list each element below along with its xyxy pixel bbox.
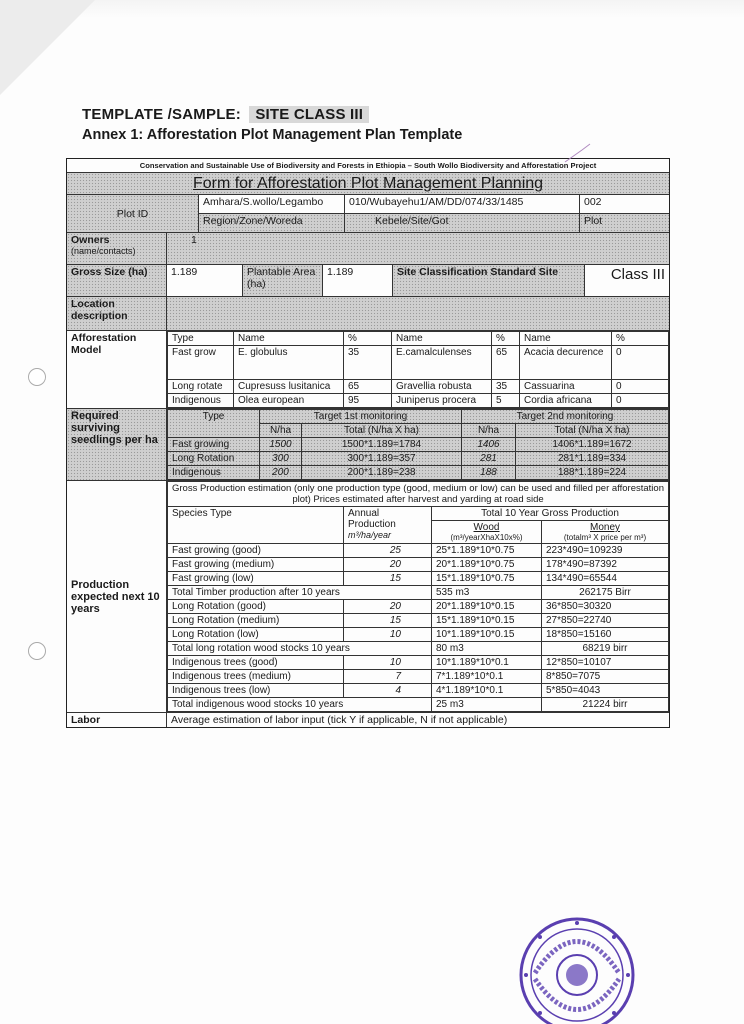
cell-annual[interactable]: 15 bbox=[344, 572, 432, 586]
afforestation-model-table-wrap bbox=[167, 331, 669, 408]
production-data-row bbox=[168, 684, 669, 698]
afforestation-model-label: Afforestation Model bbox=[67, 331, 167, 408]
cell-species: Indigenous trees (low) bbox=[168, 684, 344, 698]
cell-wood[interactable]: 10*1.189*10*0.15 bbox=[432, 628, 542, 642]
site-class-badge: SITE CLASS III bbox=[249, 106, 369, 123]
production-total-row bbox=[168, 642, 669, 656]
cell-nha[interactable]: 281 bbox=[462, 452, 516, 466]
cell-species[interactable]: Gravellia robusta bbox=[392, 380, 492, 394]
afforestation-model-table bbox=[167, 331, 669, 408]
owners-row bbox=[67, 233, 669, 265]
col-total-2: Total (N/ha X ha) bbox=[516, 424, 669, 438]
cell-nha[interactable]: 188 bbox=[462, 466, 516, 480]
location-label: Location description bbox=[67, 297, 167, 330]
production-data-row bbox=[168, 558, 669, 572]
col-annual-unit: m³/ha/year bbox=[348, 530, 392, 540]
plot-id-row bbox=[67, 195, 669, 233]
punch-hole bbox=[28, 642, 46, 660]
cell-percent[interactable]: 0 bbox=[612, 394, 669, 408]
col-wood bbox=[432, 521, 542, 544]
cell-species[interactable]: E.camalculenses bbox=[392, 346, 492, 380]
cell-nha[interactable]: 1500 bbox=[260, 438, 302, 452]
production-label-text: Production expected next 10 years bbox=[71, 578, 160, 615]
plot-id-label-text: Plot ID bbox=[116, 207, 149, 220]
production-total-row bbox=[168, 586, 669, 600]
form-title-text: Form for Afforestation Plot Management Planning bbox=[192, 175, 544, 192]
plot-caption: Plot bbox=[584, 215, 603, 227]
production-table bbox=[167, 481, 669, 712]
owners-label bbox=[67, 233, 167, 264]
seedlings-row bbox=[67, 409, 669, 481]
kebele-value[interactable]: 010/Wubayehu1/AM/DD/074/33/1485 bbox=[345, 195, 580, 213]
plot-id-values bbox=[199, 195, 669, 232]
production-data-row bbox=[168, 628, 669, 642]
cell-species: Long Rotation (medium) bbox=[168, 614, 344, 628]
cell-percent[interactable]: 95 bbox=[344, 394, 392, 408]
col-annual-production bbox=[344, 507, 432, 544]
col-wood-unit: (m³/yearXhaX10x%) bbox=[450, 533, 523, 542]
seedlings-data-row bbox=[168, 452, 669, 466]
cell-annual[interactable]: 15 bbox=[344, 614, 432, 628]
cell-species[interactable]: Cassuarina bbox=[520, 380, 612, 394]
cell-total[interactable]: 281*1.189=334 bbox=[516, 452, 669, 466]
seedlings-data-row bbox=[168, 438, 669, 452]
cell-money[interactable]: 27*850=22740 bbox=[542, 614, 669, 628]
plot-id-value-line bbox=[199, 195, 669, 214]
cell-total[interactable]: 200*1.189=238 bbox=[302, 466, 462, 480]
gross-size-label: Gross Size (ha) bbox=[67, 265, 167, 296]
cell-species: Indigenous trees (medium) bbox=[168, 670, 344, 684]
cell-species: Fast growing (medium) bbox=[168, 558, 344, 572]
total-long-wood[interactable]: 80 m3 bbox=[432, 642, 542, 656]
cell-wood[interactable]: 10*1.189*10*0.1 bbox=[432, 656, 542, 670]
owners-value[interactable]: 1 bbox=[167, 233, 669, 264]
region-caption: Region/Zone/Woreda bbox=[199, 214, 345, 232]
total-indigenous-money[interactable]: 21224 birr bbox=[542, 698, 669, 712]
plot-id-label bbox=[67, 195, 199, 232]
cell-type: Long rotate bbox=[168, 380, 234, 394]
cell-nha[interactable]: 1406 bbox=[462, 438, 516, 452]
col-target-2: Target 2nd monitoring bbox=[462, 410, 669, 424]
folded-corner bbox=[0, 0, 95, 95]
total-fast-wood[interactable]: 535 m3 bbox=[432, 586, 542, 600]
total-fast-money[interactable]: 262175 Birr bbox=[542, 586, 669, 600]
cell-type: Indigenous bbox=[168, 394, 234, 408]
seedlings-table-wrap bbox=[167, 409, 669, 480]
cell-total[interactable]: 300*1.189=357 bbox=[302, 452, 462, 466]
total-indigenous-wood[interactable]: 25 m3 bbox=[432, 698, 542, 712]
col-seedling-type: Type bbox=[168, 410, 260, 438]
seedlings-label: Required surviving seedlings per ha bbox=[67, 409, 167, 480]
cell-species: Long Rotation (good) bbox=[168, 600, 344, 614]
cell-money[interactable]: 5*850=4043 bbox=[542, 684, 669, 698]
cell-species: Fast growing (good) bbox=[168, 544, 344, 558]
cell-species: Indigenous trees (good) bbox=[168, 656, 344, 670]
cell-wood[interactable]: 20*1.189*10*0.15 bbox=[432, 600, 542, 614]
total-indigenous-label: Total indigenous wood stocks 10 years bbox=[168, 698, 432, 712]
document-header bbox=[82, 106, 682, 143]
location-row bbox=[67, 297, 669, 331]
plantable-area-value[interactable]: 1.189 bbox=[323, 265, 393, 296]
cell-annual[interactable]: 4 bbox=[344, 684, 432, 698]
col-money-label: Money bbox=[589, 522, 620, 533]
cell-seedling-type: Long Rotation bbox=[168, 452, 260, 466]
cell-money[interactable]: 18*850=15160 bbox=[542, 628, 669, 642]
production-data-row bbox=[168, 544, 669, 558]
seedlings-table bbox=[167, 409, 669, 480]
total-long-label: Total long rotation wood stocks 10 years bbox=[168, 642, 432, 656]
total-fast-label: Total Timber production after 10 years bbox=[168, 586, 432, 600]
cell-annual[interactable]: 20 bbox=[344, 600, 432, 614]
cell-annual[interactable]: 10 bbox=[344, 656, 432, 670]
region-value[interactable]: Amhara/S.wollo/Legambo bbox=[199, 195, 345, 213]
cell-annual[interactable]: 10 bbox=[344, 628, 432, 642]
col-nha-1: N/ha bbox=[260, 424, 302, 438]
cell-total[interactable]: 1500*1.189=1784 bbox=[302, 438, 462, 452]
production-data-row bbox=[168, 656, 669, 670]
location-value[interactable] bbox=[167, 297, 669, 330]
punch-hole bbox=[28, 368, 46, 386]
site-class-value[interactable]: Class III bbox=[610, 266, 665, 283]
cell-annual[interactable]: 7 bbox=[344, 670, 432, 684]
col-target-1: Target 1st monitoring bbox=[260, 410, 462, 424]
production-data-row bbox=[168, 600, 669, 614]
production-data-row bbox=[168, 572, 669, 586]
cell-money[interactable]: 12*850=10107 bbox=[542, 656, 669, 670]
plantable-area-label: Plantable Area (ha) bbox=[243, 265, 323, 296]
afforestation-header-row bbox=[168, 332, 669, 346]
cell-money[interactable]: 8*850=7075 bbox=[542, 670, 669, 684]
management-plan-form bbox=[66, 158, 670, 728]
cell-seedling-type: Fast growing bbox=[168, 438, 260, 452]
cell-total[interactable]: 188*1.189=224 bbox=[516, 466, 669, 480]
header-subtitle: Annex 1: Afforestation Plot Management Plan Template bbox=[82, 127, 463, 143]
cell-wood[interactable]: 7*1.189*10*0.1 bbox=[432, 670, 542, 684]
cell-seedling-type: Indigenous bbox=[168, 466, 260, 480]
cell-percent[interactable]: 65 bbox=[492, 346, 520, 380]
cell-species[interactable]: Cordia africana bbox=[520, 394, 612, 408]
production-data-row bbox=[168, 670, 669, 684]
col-money-unit: (totalm³ X price per m³) bbox=[563, 533, 647, 542]
production-total-row bbox=[168, 698, 669, 712]
site-classification-label: Site Classification Standard Site bbox=[393, 265, 585, 296]
official-stamp-seal bbox=[510, 915, 645, 1024]
cell-species[interactable]: Cupresuss lusitanica bbox=[234, 380, 344, 394]
form-title bbox=[67, 173, 669, 194]
production-note-row bbox=[168, 482, 669, 507]
seedlings-header-row-1 bbox=[168, 410, 669, 424]
col-total-1: Total (N/ha X ha) bbox=[302, 424, 462, 438]
header-title bbox=[82, 106, 682, 123]
labor-description: Average estimation of labor input (tick Y if applicable, N if not applicable) bbox=[171, 714, 508, 726]
production-label bbox=[67, 481, 167, 712]
col-pct-1: % bbox=[344, 332, 392, 346]
afforestation-model-row bbox=[67, 331, 669, 409]
form-title-row bbox=[67, 173, 669, 195]
col-nha-2: N/ha bbox=[462, 424, 516, 438]
cell-percent[interactable]: 35 bbox=[492, 380, 520, 394]
cell-wood[interactable]: 4*1.189*10*0.1 bbox=[432, 684, 542, 698]
col-name-2: Name bbox=[392, 332, 492, 346]
production-note: Gross Production estimation (only one production type (good, medium or low) can be used and filled per afforestation plot) Prices estimated after harvest and yarding at road side bbox=[168, 482, 669, 507]
cell-percent[interactable]: 65 bbox=[344, 380, 392, 394]
kebele-caption: Kebele/Site/Got bbox=[345, 214, 580, 232]
production-header-row bbox=[168, 507, 669, 521]
seedlings-data-row bbox=[168, 466, 669, 480]
col-money bbox=[542, 521, 669, 544]
plot-id-caption-line bbox=[199, 214, 669, 232]
gross-size-row bbox=[67, 265, 669, 297]
col-type: Type bbox=[168, 332, 234, 346]
col-total-10-year: Total 10 Year Gross Production bbox=[432, 507, 669, 521]
cell-money[interactable]: 223*490=109239 bbox=[542, 544, 669, 558]
owners-label-text: Owners bbox=[71, 234, 110, 246]
col-pct-3: % bbox=[612, 332, 669, 346]
cell-species[interactable]: Olea european bbox=[234, 394, 344, 408]
project-name: Conservation and Sustainable Use of Biodiversity and Forests in Ethiopia – South Wollo Biodiversity and Afforestation Project bbox=[139, 161, 597, 170]
cell-wood[interactable]: 15*1.189*10*0.75 bbox=[432, 572, 542, 586]
cell-percent[interactable]: 5 bbox=[492, 394, 520, 408]
cell-annual[interactable]: 20 bbox=[344, 558, 432, 572]
plot-value[interactable]: 002 bbox=[584, 196, 602, 208]
cell-species: Fast growing (low) bbox=[168, 572, 344, 586]
col-species-type: Species Type bbox=[168, 507, 344, 544]
cell-annual[interactable]: 25 bbox=[344, 544, 432, 558]
cell-nha[interactable]: 200 bbox=[260, 466, 302, 480]
cell-wood[interactable]: 20*1.189*10*0.75 bbox=[432, 558, 542, 572]
cell-total[interactable]: 1406*1.189=1672 bbox=[516, 438, 669, 452]
cell-percent[interactable]: 0 bbox=[612, 346, 669, 380]
production-row bbox=[67, 481, 669, 713]
cell-species: Long Rotation (low) bbox=[168, 628, 344, 642]
owners-sublabel: (name/contacts) bbox=[71, 246, 136, 256]
col-annual-label: Annual Production bbox=[348, 508, 396, 530]
cell-money[interactable]: 134*490=65544 bbox=[542, 572, 669, 586]
cell-species[interactable]: Acacia decurence bbox=[520, 346, 612, 380]
cell-wood[interactable]: 15*1.189*10*0.15 bbox=[432, 614, 542, 628]
cell-percent[interactable]: 0 bbox=[612, 380, 669, 394]
labor-row bbox=[67, 713, 669, 727]
production-data-row bbox=[168, 614, 669, 628]
cell-species[interactable]: E. globulus bbox=[234, 346, 344, 380]
cell-species[interactable]: Juniperus procera bbox=[392, 394, 492, 408]
production-table-wrap bbox=[167, 481, 669, 712]
gross-size-value[interactable]: 1.189 bbox=[167, 265, 243, 296]
cell-type: Fast grow bbox=[168, 346, 234, 380]
pen-scribble bbox=[560, 140, 600, 170]
afforestation-row bbox=[168, 380, 669, 394]
col-name-1: Name bbox=[234, 332, 344, 346]
col-wood-label: Wood bbox=[473, 522, 500, 533]
cell-percent[interactable]: 35 bbox=[344, 346, 392, 380]
cell-wood[interactable]: 25*1.189*10*0.75 bbox=[432, 544, 542, 558]
header-title-prefix: TEMPLATE /SAMPLE: bbox=[82, 106, 241, 123]
labor-label: Labor bbox=[67, 713, 167, 727]
cell-money[interactable]: 178*490=87392 bbox=[542, 558, 669, 572]
afforestation-row bbox=[168, 394, 669, 408]
total-long-money[interactable]: 68219 birr bbox=[542, 642, 669, 656]
col-pct-2: % bbox=[492, 332, 520, 346]
col-name-3: Name bbox=[520, 332, 612, 346]
cell-money[interactable]: 36*850=30320 bbox=[542, 600, 669, 614]
afforestation-row bbox=[168, 346, 669, 380]
cell-nha[interactable]: 300 bbox=[260, 452, 302, 466]
